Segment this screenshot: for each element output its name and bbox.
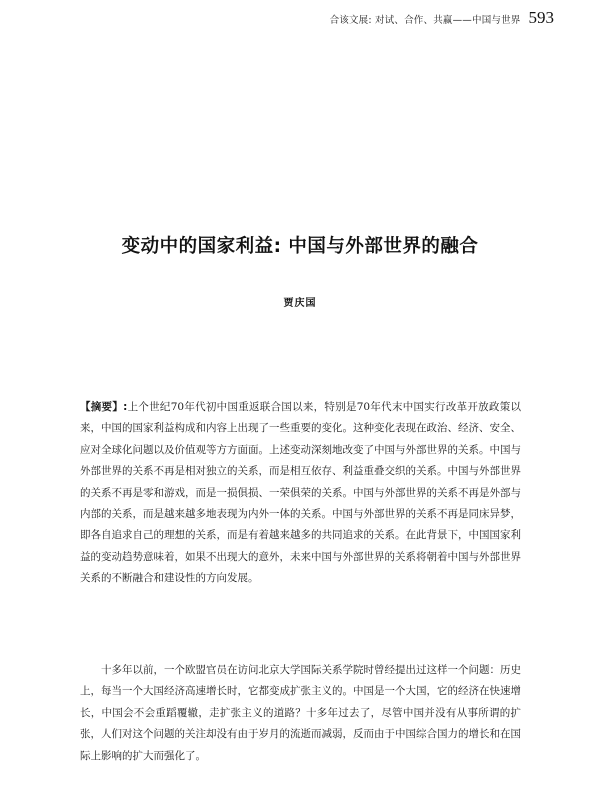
running-head <box>330 8 554 28</box>
body-paragraph: 十多年以前，一个欧盟官员在访问北京大学国际关系学院时曾经提出过这样一个问题：历史上，每当一个大国经济高速增长时，它都变成扩张主义的。中国是一个大国，它的经济在快速增长，中国会不会重蹈覆辙，走扩张主义的道路？十多年过去了，尽管中国并没有从事所谓的扩张，人们对这个问题的关注却没有由于岁月的流逝而减弱，反而由于中国综合国力的增长和在国际上影响的扩大而强化了。 <box>80 664 521 762</box>
abstract <box>80 397 521 590</box>
article-title: 变动中的国家利益: 中国与外部世界的融合 <box>121 236 479 257</box>
abstract-label: 【摘要】: <box>80 401 128 413</box>
running-head-title: 合该文展: 对试、合作、共赢——中国与世界 <box>329 15 521 26</box>
abstract-text: 上个世纪70年代初中国重返联合国以来，特别是70年代末中国实行改革开放政策以来，中国的国家利益构成和内容上出现了一些重要的变化。这种变化表现在政治、经济、安全、应对全球化问题以及价值观等方方面面。上述变动深刻地改变了中国与外部世界的关系。中国与外部世界的关系不再是相对独立的关系，而是相互依存、利益重叠交织的关系。中国与外部世界的关系不再是零和游戏，而是一损俱损、一荣俱荣的关系。中国与外部世界的关系不再是外部与内部的关系，而是越来越多地表现为内外一体的关系。中国与外部世界的关系不再是同床异梦，即各自追求自己的理想的关系，而是有着越来越多的共同追求的关系。在此背景下，中国国家利益的变动趋势意味着，如果不出现大的意外，未来中国与外部世界的关系将朝着中国与外部世界关系的不断融合和建设性的方向发展。 <box>80 401 521 585</box>
page-number: 593 <box>528 8 554 27</box>
author-name: 贾庆国 <box>283 298 317 309</box>
